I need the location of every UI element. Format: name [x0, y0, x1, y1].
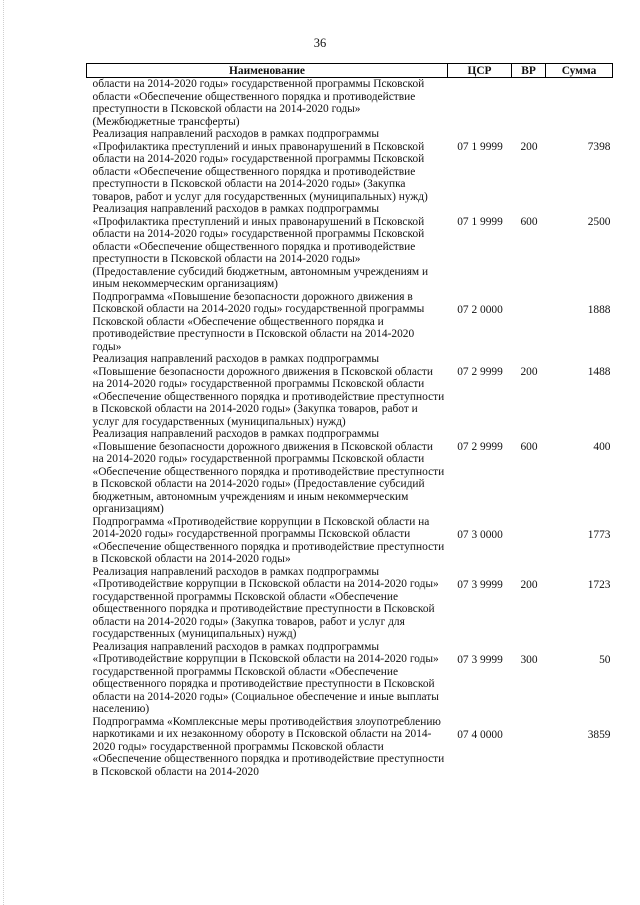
table-body — [87, 78, 613, 779]
row-csr: 07 2 9999 — [457, 366, 503, 378]
row-vr: 300 — [520, 653, 538, 666]
row-sum: 7398 — [587, 141, 611, 153]
row-csr: 07 3 9999 — [457, 578, 503, 591]
row-name: Реализация направлений расходов в рамках подпрограммы «Противодействие коррупции в Псковской области на 2014-2020 годы» государственной программы Псковской области «Обеспечение общественного порядка и противодействие преступности в Псковской области на 2014-2020 годы» (Закупка товаров, работ и услуг для государственных (муниципальных) нужд) — [92, 565, 439, 640]
row-name: Реализация направлений расходов в рамках подпрограммы «Противодействие коррупции в Псковской области на 2014-2020 годы» государственной программы Псковской области «Обеспечение общественного порядка и противодействие преступности в Псковской области на 2014-2020 годы» (Социальное обеспечение и иные выплаты населению) — [92, 640, 439, 715]
table-row — [87, 78, 613, 129]
table-row — [87, 428, 613, 516]
row-name: Подпрограмма «Противодействие коррупции в Псковской области на 2014-2020 годы» государственной программы Псковской области «Обеспечение общественного порядка и противодействие преступности в Псковской области на 2014-2020 годы» — [92, 515, 445, 565]
budget-table — [86, 63, 613, 778]
row-name: Подпрограмма «Комплексные меры противодействия злоупотреблению наркотиками и их незаконному обороту в Псковской области на 2014-2020 годы» государственной программы Псковской области «Обеспечение общественного порядка и противодействие преступности в Псковской области на 2014-2020 — [92, 715, 445, 778]
row-csr: 07 3 9999 — [457, 653, 503, 666]
table-row — [87, 641, 613, 716]
row-csr — [448, 78, 512, 129]
row-sum: 50 — [599, 653, 611, 666]
row-vr — [512, 716, 546, 779]
row-csr: 07 2 9999 — [457, 441, 503, 453]
row-sum: 1488 — [587, 366, 611, 378]
row-vr: 200 — [520, 578, 538, 591]
row-csr: 07 2 0000 — [457, 303, 503, 316]
table-row — [87, 291, 613, 354]
page-number: 36 — [313, 36, 327, 50]
row-name: Реализация направлений расходов в рамках подпрограммы «Повышение безопасности дорожного движения в Псковской области на 2014-2020 годы» государственной программы Псковской области «Обеспечение общественного порядка и противодействие преступности в Псковской области на 2014-2020 годы» (Закупка товаров, работ и услуг для государственных (муниципальных) нужд) — [92, 353, 445, 428]
row-vr — [512, 78, 546, 129]
header-csr: ЦСР — [448, 64, 512, 78]
row-name: Реализация направлений расходов в рамках подпрограммы «Профилактика преступлений и иных правонарушений в Псковской области на 2014-2020 годы» государственной программы Псковской области «Обеспечение общественного порядка и противодействие преступности в Псковской области на 2014-2020 годы» (Закупка товаров, работ и услуг для государственных (муниципальных) нужд) — [92, 128, 428, 203]
row-sum: 1888 — [587, 303, 611, 316]
table-row — [87, 203, 613, 291]
row-name: Подпрограмма «Повышение безопасности дорожного движения в Псковской области на 2014-2020 годы» государственной программы Псковской области «Обеспечение общественного порядка и противодействие преступности в Псковской области на 2014-2020 годы» — [92, 290, 425, 353]
table-row — [87, 128, 613, 203]
table-row — [87, 566, 613, 641]
row-sum: 400 — [593, 441, 611, 453]
row-sum: 1773 — [587, 528, 611, 541]
table-header — [87, 64, 613, 78]
row-vr: 600 — [520, 441, 538, 453]
scan-margin-line — [3, 0, 5, 905]
row-name: области на 2014-2020 годы» государственной программы Псковской области «Обеспечение общественного порядка и противодействие преступности в Псковской области на 2014-2020 годы» (Межбюджетные трансферты) — [92, 78, 425, 128]
table-row — [87, 516, 613, 566]
row-vr: 200 — [520, 366, 538, 378]
row-csr: 07 3 0000 — [457, 528, 503, 541]
row-csr: 07 1 9999 — [457, 141, 503, 153]
header-sum: Сумма — [546, 64, 613, 78]
row-csr: 07 1 9999 — [457, 216, 503, 228]
header-name: Наименование — [87, 64, 448, 78]
header-vr: ВР — [512, 64, 546, 78]
row-sum: 1723 — [587, 578, 611, 591]
row-sum: 2500 — [587, 216, 611, 228]
row-name: Реализация направлений расходов в рамках подпрограммы «Профилактика преступлений и иных правонарушений в Псковской области на 2014-2020 годы» государственной программы Псковской области «Обеспечение общественного порядка и противодействие преступности в Псковской области на 2014-2020 годы» (Предоставление субсидий бюджетным, автономным учреждениям и иным некоммерческим организациям) — [92, 203, 429, 290]
row-csr: 07 4 0000 — [457, 728, 503, 741]
row-vr: 600 — [520, 216, 538, 228]
table-row — [87, 716, 613, 779]
row-sum — [546, 78, 613, 129]
row-vr: 200 — [520, 141, 538, 153]
row-name: Реализация направлений расходов в рамках подпрограммы «Повышение безопасности дорожного движения в Псковской области на 2014-2020 годы» государственной программы Псковской области «Обеспечение общественного порядка и противодействие преступности в Псковской области на 2014-2020 годы» (Предоставление субсидий бюджетным, автономным учреждениям и иным некоммерческим организациям) — [92, 428, 445, 515]
row-sum: 3859 — [587, 728, 611, 741]
row-vr — [512, 291, 546, 354]
row-vr — [512, 516, 546, 566]
table-row — [87, 353, 613, 428]
